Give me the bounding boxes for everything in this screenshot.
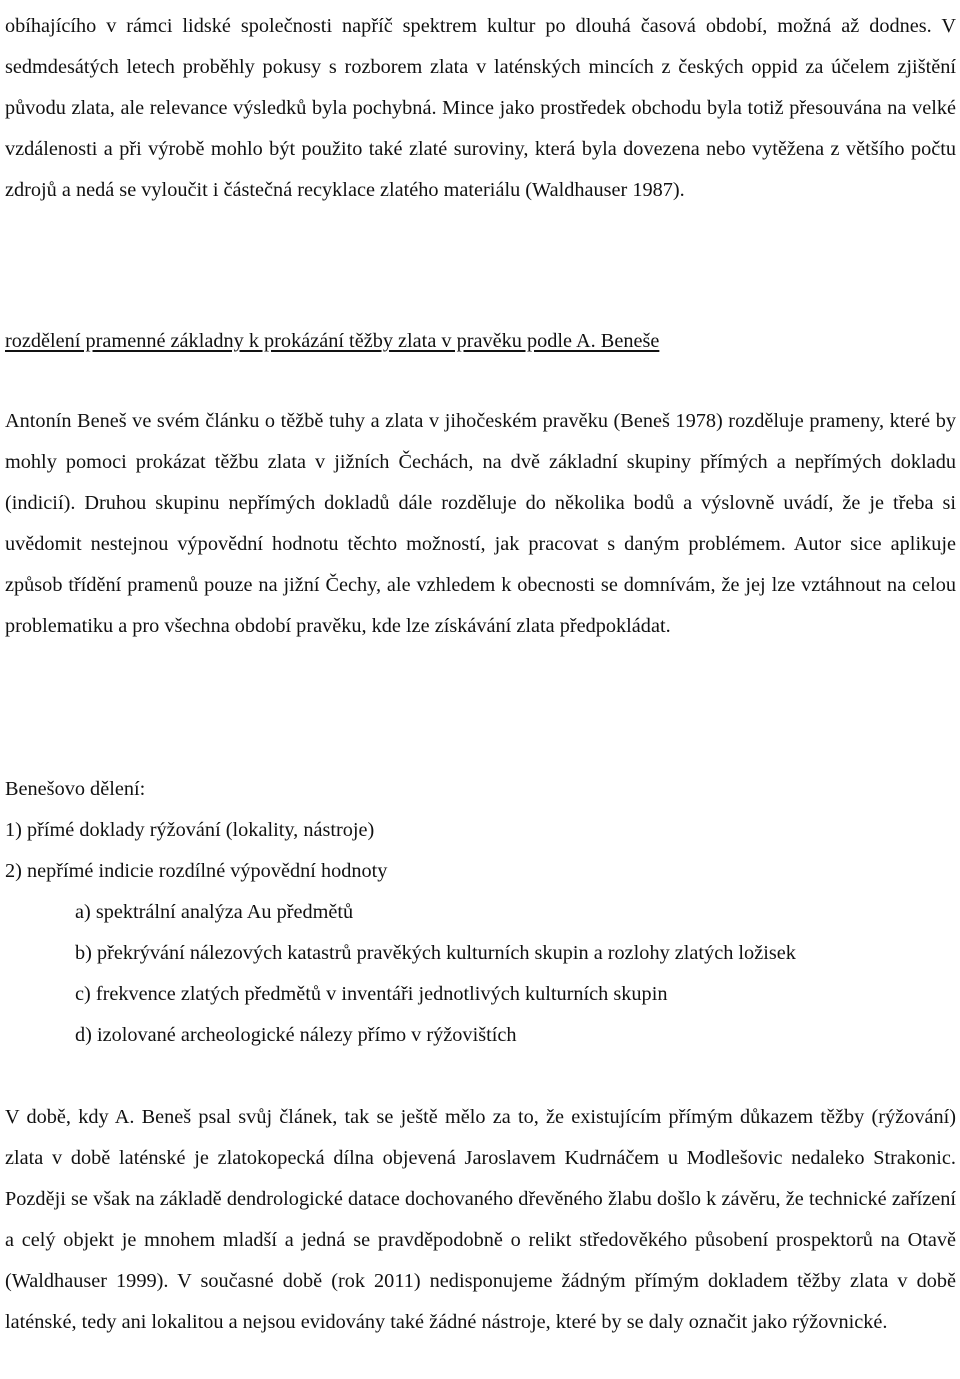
list-subitem-spectral-analysis: a) spektrální analýza Au předmětů (75, 901, 354, 923)
list-item-indirect-evidence: 2) nepřímé indicie rozdílné výpovědní hodnoty (5, 860, 388, 882)
benes-classification-list (5, 769, 956, 1056)
list-subitem-isolated-finds: d) izolované archeologické nálezy přímo v rýžovištích (75, 1024, 517, 1046)
list-subitem-frequency: c) frekvence zlatých předmětů v inventáři jednotlivých kulturních skupin (75, 983, 668, 1005)
list-subitem-overlap: b) překrývání nálezových katastrů pravěkých kulturních skupin a rozlohy zlatých ložisek (75, 942, 796, 964)
paragraph-waldhauser-coins: obíhajícího v rámci lidské společnosti napříč spektrem kultur po dlouhá časová období, možná až dodnes. V sedmdesátých letech proběhly pokusy s rozborem zlata v laténských mincích z českých oppid za účelem zjištění původu zlata, ale relevance výsledků byla pochybná. Mince jako prostředek obchodu byla totiž přesouvána na velké vzdálenosti a při výrobě mohlo být použito také zlaté suroviny, která byla dovezena nebo vytěžena z většího počtu zdrojů a nedá se vyloučit i částečná recyklace zlatého materiálu (Waldhauser 1987). (5, 15, 956, 201)
list-item-direct-evidence: 1) přímé doklady rýžování (lokality, nástroje) (5, 819, 375, 841)
paragraph-benes-article: Antonín Beneš ve svém článku o těžbě tuhy a zlata v jihočeském pravěku (Beneš 1978) rozděluje prameny, které by mohly pomoci prokázat těžbu zlata v jižních Čechách, na dvě základní skupiny přímých a nepřímých dokladu (indicií). Druhou skupinu nepřímých dokladů dále rozděluje do několika bodů a výslovně uvádí, že je třeba si uvědomit nestejnou výpovědní hodnotu těchto možností, jak pracovat s daným problémem. Autor sice aplikuje způsob třídění pramenů pouze na jižní Čechy, ale vzhledem k obecnosti se domnívám, že jej lze vztáhnout na celou problematiku a pro všechna období pravěku, kde lze získávání zlata předpokládat. (5, 410, 956, 637)
section-heading: rozdělení pramenné základny k prokázání těžby zlata v pravěku podle A. Beneše (5, 330, 660, 352)
list-title: Benešovo dělení: (5, 778, 146, 800)
paragraph-modlesovice: V době, kdy A. Beneš psal svůj článek, tak se ještě mělo za to, že existujícím přímým důkazem těžby (rýžování) zlata v době laténské je zlatokopecká dílna objevená Jaroslavem Kudrnáčem u Modlešovic nedaleko Strakonic. Později se však na základě dendrologické datace dochovaného dřevěného žlabu došlo k závěru, že technické zařízení a celý objekt je mnohem mladší a jedná se pravděpodobně o relikt středověkého působení prospektorů na Otavě (Waldhauser 1999). V současné době (rok 2011) nedisponujeme žádným přímým dokladem těžby zlata v době laténské, tedy ani lokalitou a nejsou evidovány také žádné nástroje, které by se daly označit jako rýžovnické. (5, 1106, 956, 1333)
